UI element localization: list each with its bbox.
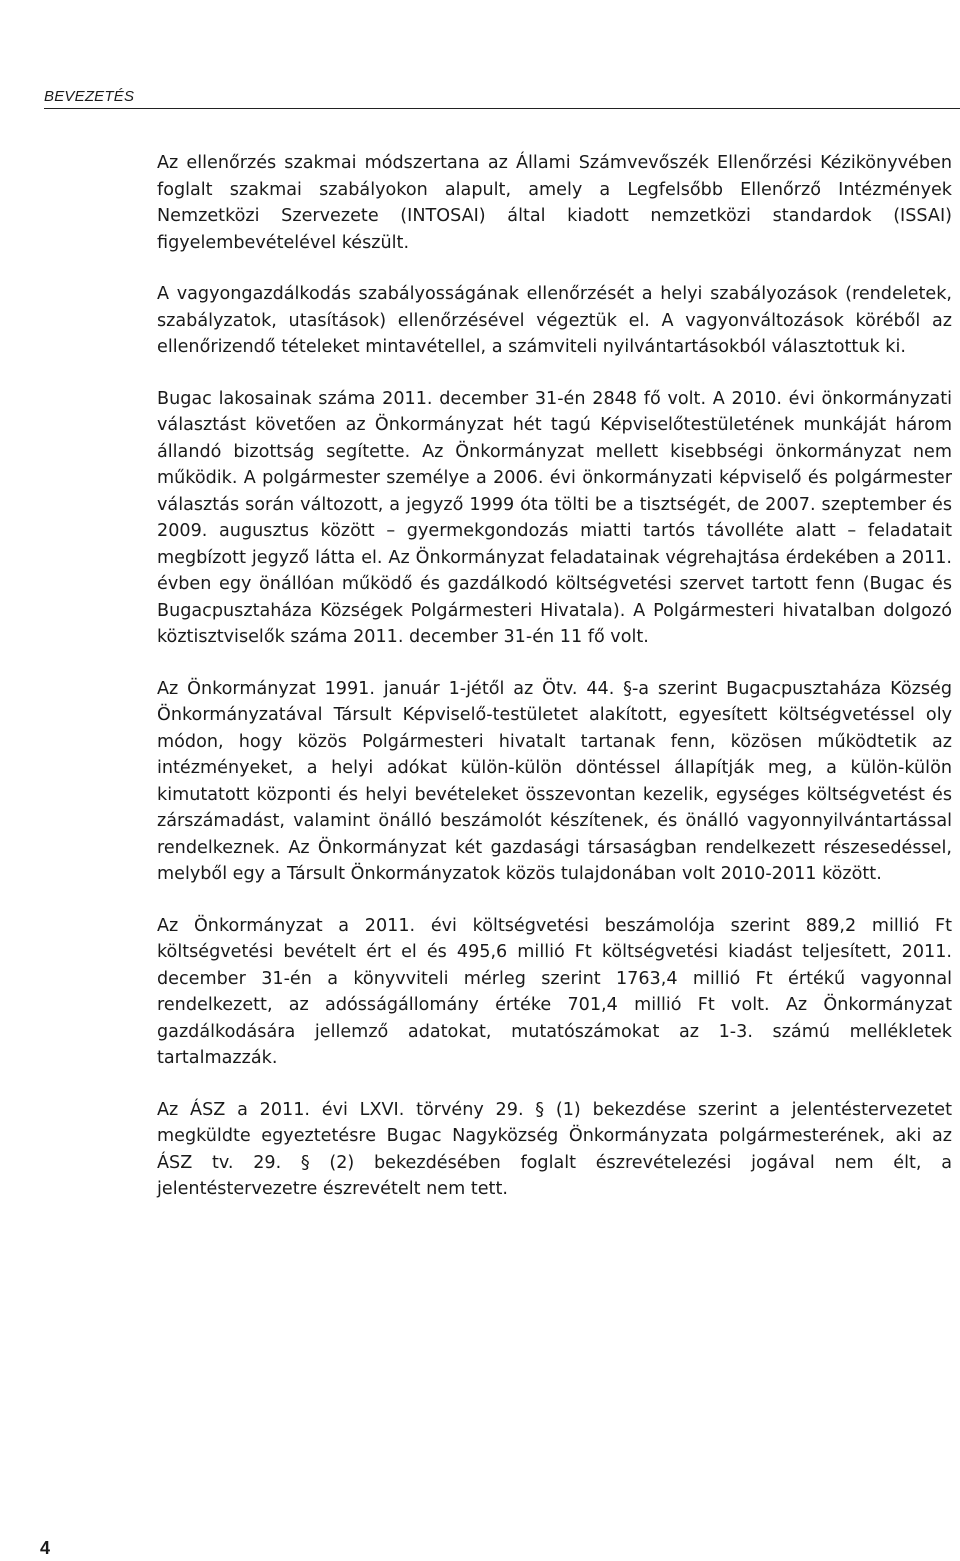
paragraph-methodology: Az ellenőrzés szakmai módszertana az Állami Számvevőszék Ellenőrzési Kézikönyvében foglalt szakmai szabályokon alapult, amely a Legfelsőbb Ellenőrző Intézmények Nemzetközi Szervezete (INTOSAI) által kiadott nemzetközi standardok (ISSAI) figyelembevételével készült. [157,153,952,253]
paragraph-report-draft: Az ÁSZ a 2011. évi LXVI. törvény 29. § (1) bekezdése szerint a jelentéstervezetet megküldte egyeztetésre Bugac Nagyközség Önkormányzata polgármesterének, aki az ÁSZ tv. 29. § (2) bekezdésében foglalt észrevételezési jogával nem élt, a jelentéstervezetre észrevételt nem tett. [157,1099,952,1199]
body-text [157,150,952,1203]
paragraph-population: Bugac lakosainak száma 2011. december 31-én 2848 fő volt. A 2010. évi önkormányzati választást követően az Önkormányzat hét tagú Képviselőtestületének munkáját három állandó bizottság segítette. Az Önkormányzat mellett kisebbségi önkormányzat nem működik. A polgármester személye a 2006. évi önkormányzati képviselő és polgármester választás során változott, a jegyző 1999 óta tölti be a tisztségét, de 2007. szeptember és 2009. augusztus között – gyermekgondozás miatti tartós távolléte alatt – feladatait megbízott jegyző látta el. Az Önkormányzat feladatainak végrehajtása érdekében a 2011. évben egy önállóan működő és gazdálkodó költségvetési szervet tartott fenn (Bugac és Bugacpusztaháza Községek Polgármesteri Hivatala). A Polgármesteri hivatalban dolgozó köztisztviselők száma 2011. december 31-én 11 fő volt. [157,388,952,647]
running-header [44,86,960,109]
page-number: 4 [40,1538,51,1558]
paragraph-asset-audit: A vagyongazdálkodás szabályosságának ellenőrzését a helyi szabályozások (rendeletek, szabályzatok, utasítások) ellenőrzésével végeztük el. A vagyonváltozások köréből az ellenőrizendő tételeket mintavétellel, a számviteli nyilvántartásokból választottuk ki. [157,284,952,357]
paragraph-budget: Az Önkormányzat a 2011. évi költségvetési beszámolója szerint 889,2 millió Ft költségvetési bevételt ért el és 495,6 millió Ft költségvetési kiadást teljesített, 2011. december 31-én a könyvviteli mérleg szerint 1763,4 millió Ft értékű vagyonnal rendelkezett, az adósságállomány értéke 701,4 millió Ft volt. Az Önkormányzat gazdálkodására jellemző adatokat, mutatószámokat az 1-3. számú mellékletek tartalmazzák. [157,915,952,1068]
paragraph-joint-council: Az Önkormányzat 1991. január 1-jétől az Ötv. 44. §-a szerint Bugacpusztaháza Község Önkormányzatával Társult Képviselő-testületet alakított, egyesített költségvetéssel oly módon, hogy közös Polgármesteri hivatalt tartanak fenn, közösen működtetik az intézményeket, a helyi adókat külön-külön döntéssel állapítják meg, a külön-külön kimutatott központi és helyi bevételeket összevontan kezelik, egységes költségvetést és zárszámadást, valamint önálló beszámolót készítenek, és önálló vagyonnyilvántartással rendelkeznek. Az Önkormányzat két gazdasági társaságban rendelkezett részesedéssel, melyből egy a Társult Önkormányzatok közös tulajdonában volt 2010-2011 között. [157,678,952,884]
section-title: BEVEZETÉS [44,88,135,105]
